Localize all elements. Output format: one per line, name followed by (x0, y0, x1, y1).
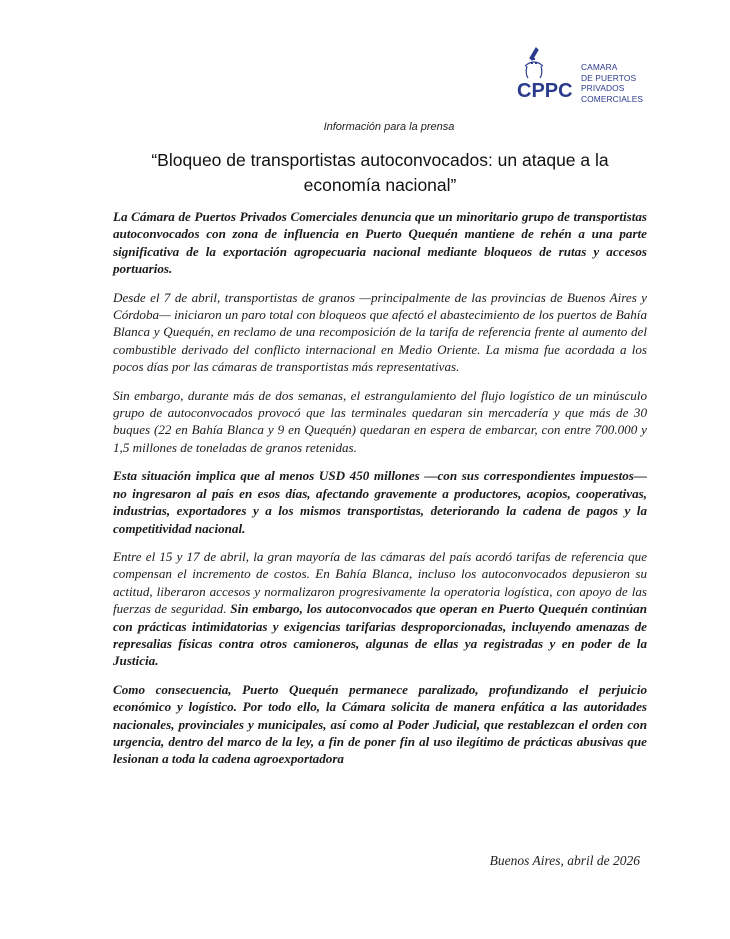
signature-date: Buenos Aires, abril de 2026 (489, 853, 640, 868)
paragraph-2: Desde el 7 de abril, transportistas de granos —principalmente de las provincias de Buenos Aires y Córdoba— iniciaron un paro total con bloqueos que afectó el abastecimiento de los puertos de Bahía Blanca y Quequén, en reclamo de una recomposición de la tarifa de referencia frente al aumento del combustible derivado del conflicto internacional en Medio Oriente. La misma fue acordada a los pocos días por las cámaras de transportistas más representativas. (113, 289, 647, 375)
logo-wordmark (581, 62, 661, 104)
logo-line-3: PRIVADOS (581, 83, 625, 93)
paragraph-5 (113, 548, 647, 670)
title-line-2: economía nacional” (303, 175, 457, 195)
paragraph-5-bold: Sin embargo, los autoconvocados que operan en Puerto Quequén continúan con prácticas intimidatorias y exigencias tarifarias desproporcionadas, incluyendo amenazas de represalias físicas contra otros camioneros, algunas de ellas ya registradas y en poder de la Justicia. (113, 601, 647, 669)
logo-line-2: DE PUERTOS (581, 72, 637, 83)
page-title (100, 148, 660, 198)
press-label: Información para la prensa (323, 121, 455, 133)
cppc-logo (516, 44, 656, 116)
press-release-body (113, 208, 647, 779)
title-line-1: “Bloqueo de transportistas autoconvocados: un ataque a la (151, 150, 609, 170)
paragraph-1: La Cámara de Puertos Privados Comerciales denuncia que un minoritario grupo de transportistas autoconvocados con zona de influencia en Puerto Quequén mantiene de rehén a una parte significativa de la exportación agropecuaria nacional mediante bloqueos de rutas y accesos portuarios. (113, 209, 647, 277)
cppc-emblem-icon (516, 44, 582, 108)
logo-line-1: CAMARA (581, 62, 618, 72)
paragraph-6: Como consecuencia, Puerto Quequén permanece paralizado, profundizando el perjuicio económico y logístico. Por todo ello, la Cámara solicita de manera enfática a las autoridades nacionales, provinciales y municipales, así como al Poder Judicial, que restablezcan el orden con urgencia, dentro del marco de la ley, a fin de poner fin al uso ilegítimo de prácticas abusivas que lesionan a toda la cadena agroexportadora (113, 681, 647, 767)
paragraph-4: Esta situación implica que al menos USD 450 millones —con sus correspondientes impuestos— no ingresaron al país en esos días, afectando gravemente a productores, acopios, cooperativas, industrias, exportadores y a los mismos transportistas, deteriorando la cadena de pagos y la competitividad nacional. (113, 468, 647, 536)
paragraph-5-text: Entre el 15 y 17 de abril, la gran mayoría de las cámaras del país acordó tarifas de referencia que compensan el incremento de costos. En Bahía Blanca, incluso los autoconvocados depusieron su actitud, liberaron accesos y normalizaron progresivamente la operatoria logística, con apoyo de las fuerzas de seguridad. (113, 548, 647, 617)
paragraph-3: Sin embargo, durante más de dos semanas, el estrangulamiento del flujo logístico de un minúsculo grupo de autoconvocados provocó que las terminales quedaran sin mercadería y que más de 30 buques (22 en Bahía Blanca y 9 en Quequén) quedaran en espera de embarcar, con entre 700.000 y 1,5 millones de toneladas de granos retenidas. (113, 387, 647, 455)
logo-mark-text: CPPC (517, 80, 573, 102)
logo-line-4: COMERCIALES (581, 93, 644, 104)
